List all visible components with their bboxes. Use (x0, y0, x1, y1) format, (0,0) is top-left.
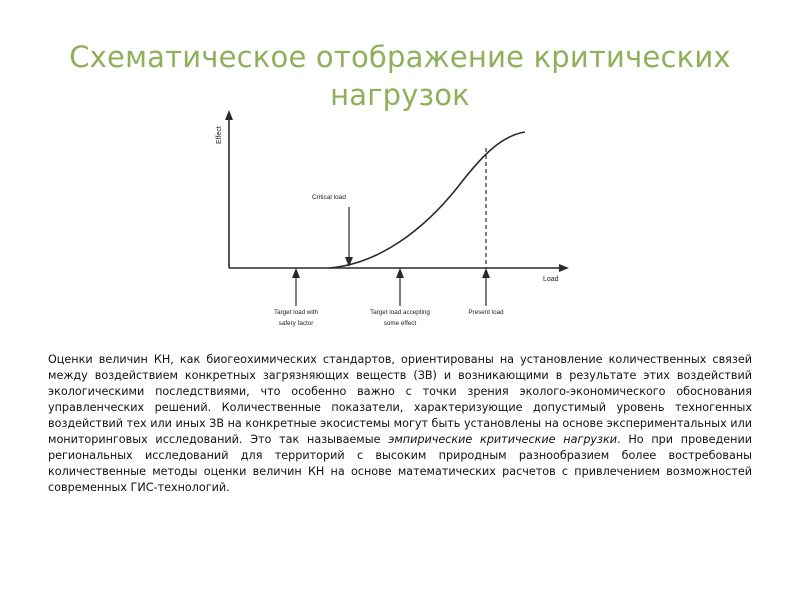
y-axis-arrowhead (225, 110, 233, 120)
body-paragraph (48, 352, 752, 496)
paragraph-emphasis: эмпирические критические нагрузки (388, 433, 618, 446)
paragraph-part-1: Оценки величин КН, как биогеохимических стандартов, ориентированы на установление количественных связей между воздействием конкретных загрязняющих веществ (ЗВ) и возникающими в результате этих воздействий экологическими последствиями, что особенно важно с точки зрения эколого-экономического обоснования управленческих решений. Количественные показатели, характеризующие допустимый уровень техногенных воздействий тех или иных ЗВ на конкретные экосистемы могут быть установлены на основе экспериментальных или мониторинговых исследований. Это так называемые (48, 353, 752, 446)
slide-title: Схематическое отображение критических нагрузок (69, 40, 731, 112)
target-accept-label-line2: some effect (383, 320, 417, 327)
target-accept-label-line1: Target load accepting (370, 309, 430, 316)
effect-curve (329, 132, 525, 268)
critical-load-label: Critical load (312, 194, 346, 201)
diagram-svg (205, 108, 585, 338)
target-safety-label-line1: Target load with (273, 309, 319, 316)
target-accept-arrowhead (396, 268, 404, 278)
present-load-arrowhead (482, 268, 490, 278)
present-load-label: Present load (468, 309, 504, 316)
y-axis-label: Effect (216, 126, 223, 144)
paragraph-part-2: . Но при проведении региональных исследований для территорий с высоким природным разнообразием более востребованы количественные методы оценки величин КН на основе математических расчетов с привлечением возможностей современных ГИС-технологий. (48, 433, 752, 494)
x-axis-arrowhead (559, 264, 569, 272)
target-safety-label-line2: safery factor (278, 320, 314, 327)
x-axis-label: Load (543, 276, 559, 283)
critical-load-diagram (205, 108, 585, 338)
target-safety-arrowhead (292, 268, 300, 278)
